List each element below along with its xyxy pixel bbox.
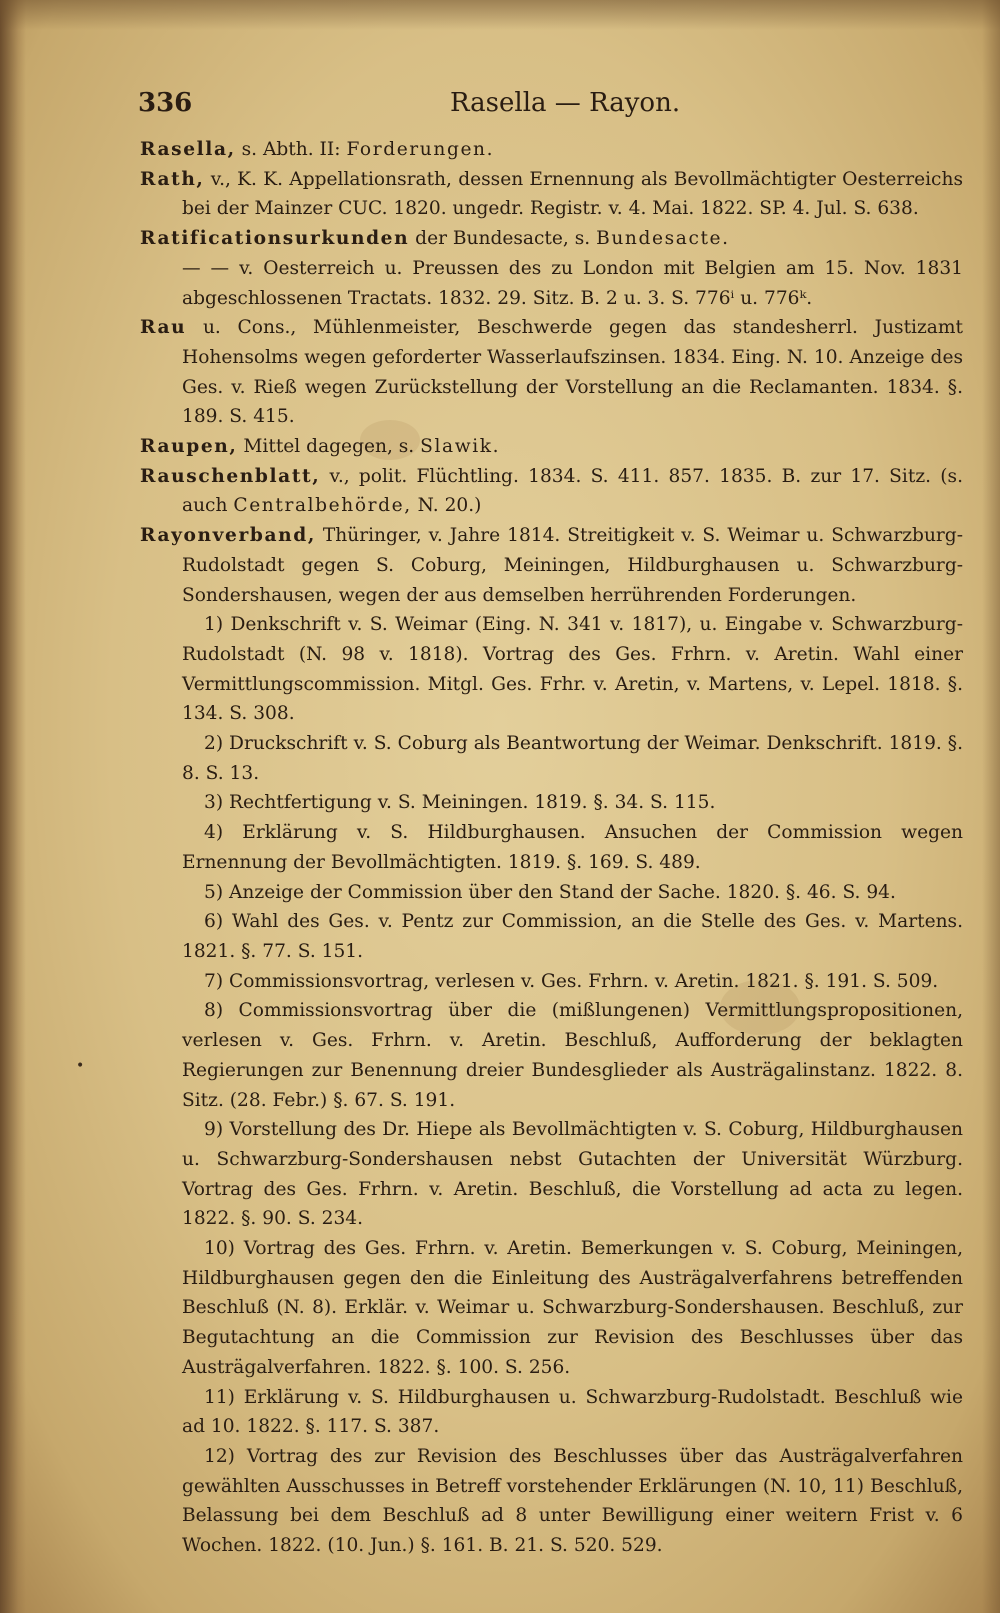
- subentry-1: 1) Denkschrift v. S. Weimar (Eing. N. 341 v. 1817), u. Eingabe v. Schwarzburg-Rudolstadt (N. 98 v. 1818). Vortrag des Ges. Frhrn. v. Aretin. Wahl einer Vermittlungscommission. Mitgl. Ges. Frhr. v. Aretin, v. Martens, v. Lepel. 1818. §. 134. S. 308.: [182, 614, 963, 725]
- subentry-3: 3) Rechtfertigung v. S. Meiningen. 1819. §. 34. S. 115.: [204, 792, 716, 814]
- page-edge-shadow-right: [982, 0, 1000, 1613]
- subentry-5: 5) Anzeige der Commission über den Stand der Sache. 1820. §. 46. S. 94.: [204, 881, 896, 903]
- page-number: 336: [138, 88, 193, 118]
- index-entry-ratificationsurkunden: Ratificationsurkunden der Bundesacte, s. Bundesacte.: [140, 228, 730, 250]
- subentry-2: 2) Druckschrift v. S. Coburg als Beantwortung der Weimar. Denkschrift. 1819. §. 8. S. 13.: [182, 733, 963, 784]
- subentry-12: 12) Vortrag des zur Revision des Beschlusses über das Austrägalverfahren gewählten Ausschusses in Betreff vorstehender Erklärungen (N. 10, 11) Beschluß, Belassung bei dem Beschluß ad 8 unter Bewilligung einer weitern Frist v. 6 Wochen. 1822. (10. Jun.) §. 161. B. 21. S. 520. 529.: [182, 1445, 963, 1557]
- subentry-10: 10) Vortrag des Ges. Frhrn. v. Aretin. Bemerkungen v. S. Coburg, Meiningen, Hildburghausen gegen den die Einleitung des Austrägalverfahrens betreffenden Beschluß (N. 8). Erklär. v. Weimar u. Schwarzburg-Sondershausen. Beschluß, zur Begutachtung an die Commission zur Revision des Beschlusses über das Austrägalverfahren. 1822. §. 100. S. 256.: [182, 1238, 963, 1378]
- index-entry-ratification-oesterreich: — — v. Oesterreich u. Preussen des zu London mit Belgien am 15. Nov. 1831 abgeschlossenen Tractats. 1832. 29. Sitz. B. 2 u. 3. S. 776ⁱ u. 776ᵏ.: [182, 257, 963, 309]
- subentry-8: 8) Commissionsvortrag über die (mißlungenen) Vermittlungspropositionen, verlesen v. Ges. Frhrn. v. Aretin. Beschluß, Aufforderung der beklagten Regierungen zur Benennung dreier Bundesglieder als Austrägalinstanz. 1822. 8. Sitz. (28. Febr.) §. 67. S. 191.: [182, 1000, 963, 1111]
- index-entry-rayonverband: Rayonverband, Thüringer, v. Jahre 1814. Streitigkeit v. S. Weimar u. Schwarzburg-Rudolstadt gegen S. Coburg, Meiningen, Hildburghausen u. Schwarzburg-Sondershausen, wegen der aus demselben herrührenden Forderungen.: [140, 525, 963, 606]
- subentry-9: 9) Vorstellung des Dr. Hiepe als Bevollmächtigten v. S. Coburg, Hildburghausen u. Schwarzburg-Sondershausen nebst Gutachten der Universität Würzburg. Vortrag des Ges. Frhrn. v. Aretin. Beschluß, die Vorstellung ad acta zu legen. 1822. §. 90. S. 234.: [182, 1119, 963, 1230]
- index-entries: [140, 135, 963, 1561]
- index-entry-rauschenblatt: Rauschenblatt, v., polit. Flüchtling. 1834. S. 411. 857. 1835. B. zur 17. Sitz. (s. auch Centralbehörde, N. 20.): [140, 465, 963, 517]
- page-edge-shadow-left: [0, 0, 26, 1613]
- subentry-6: 6) Wahl des Ges. v. Pentz zur Commission, an die Stelle des Ges. v. Martens. 1821. §. 77. S. 151.: [182, 911, 963, 962]
- subentry-7: 7) Commissionsvortrag, verlesen v. Ges. Frhrn. v. Aretin. 1821. §. 191. S. 509.: [204, 970, 939, 992]
- running-head-title: Rasella — Rayon.: [450, 88, 681, 118]
- index-entry-rasella: Rasella, s. Abth. II: Forderungen.: [140, 139, 495, 160]
- subentry-4: 4) Erklärung v. S. Hildburghausen. Ansuchen der Commission wegen Ernennung der Bevollmächtigten. 1819. §. 169. S. 489.: [182, 822, 963, 873]
- index-entry-rau: Rau u. Cons., Mühlenmeister, Beschwerde gegen das standesherrl. Justizamt Hohensolms wegen geforderter Wasserlaufszinsen. 1834. Eing. N. 10. Anzeige des Ges. v. Rieß wegen Zurückstellung der Vorstellung an die Reclamanten. 1834. §. 189. S. 415.: [140, 317, 963, 428]
- index-entry-rath: Rath, v., K. K. Appellationsrath, dessen Ernennung als Bevollmächtigter Oesterreichs bei der Mainzer CUC. 1820. ungedr. Registr. v. 4. Mai. 1822. SP. 4. Jul. S. 638.: [140, 168, 963, 220]
- page-edge-shadow-top: [0, 0, 1000, 30]
- margin-mark: •: [76, 1058, 85, 1074]
- index-entry-raupen: Raupen, Mittel dagegen, s. Slawik.: [140, 436, 501, 458]
- subentry-11: 11) Erklärung v. S. Hildburghausen u. Schwarzburg-Rudolstadt. Beschluß wie ad 10. 1822. §. 117. S. 387.: [182, 1386, 963, 1438]
